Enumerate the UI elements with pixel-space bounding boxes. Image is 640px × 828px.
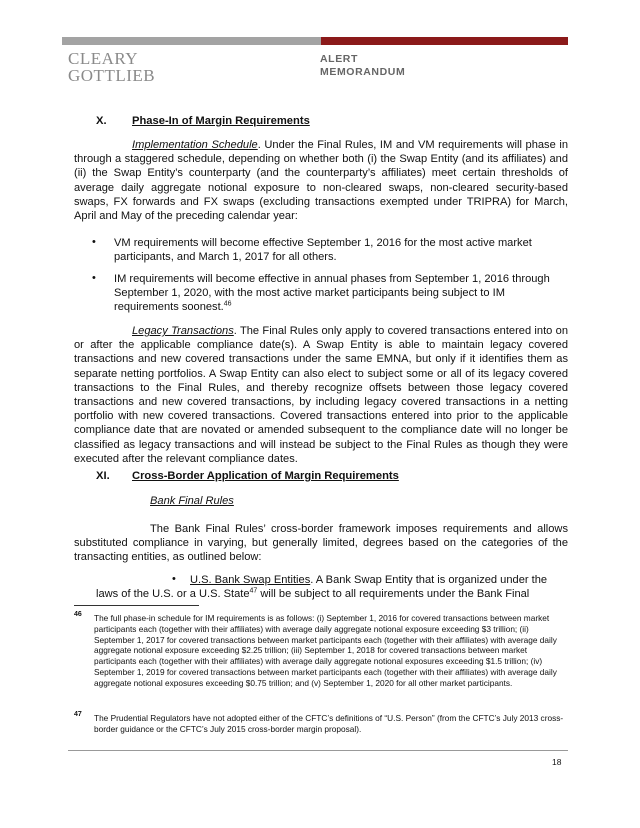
im-bullet-text: IM requirements will become effective in annual phases from September 1, 2016 through September 1, 2020, with the most active market participants being subject to IM requirements soonest. bbox=[114, 273, 550, 314]
us-bank-bullet-text-c: will be subject to all requirements under the Bank Final bbox=[257, 588, 530, 600]
bank-final-rules-subheading: Bank Final Rules bbox=[150, 495, 234, 507]
vm-bullet: VM requirements will become effective September 1, 2016 for the most active market participants, and March 1, 2017 for all others. bbox=[114, 237, 532, 264]
section-x-paragraph-2 bbox=[74, 324, 568, 466]
footnote-46-text: The full phase-in schedule for IM requirements is as follows: (i) September 1, 2016 for covered transactions between market participants each (together with their affiliates) with average daily aggregate notional exposure exceeding $3 trillion; (ii) September 1, 2017 for covered transactions between market participants each (together with their affiliates) with average daily aggregate notional exposure exceeding $2.25 trillion; (iii) September 1, 2018 for covered transactions between market participants each (together with their affiliates) with average daily aggregate notional exposures exceeding $1.5 trillion; (iv) September 1, 2019 for covered transactions between market participants each (together with their affiliates) with average daily aggregate notional exposures exceeding $0.75 trillion; and (v) September 1, 2020 for all other market participants. bbox=[94, 613, 557, 688]
footnote-47-number: 47 bbox=[74, 711, 82, 718]
footnote-46-number: 46 bbox=[74, 611, 82, 618]
section-xi-number: XI. bbox=[96, 470, 110, 482]
implementation-schedule-body: . Under the Final Rules, IM and VM requirements will phase in through a staggered schedule, depending on whether both (i) the Swap Entity (and its affiliates) and (ii) the Swap Entity’s counterparty (and the counterparty’s affiliates) meet certain thresholds of average daily aggregate notional exposure to non-cleared swaps, non-cleared security-based swaps, FX forwards and FX swaps (excluding transactions exempted under TRIPRA) for March, April and May of the preceding calendar year: bbox=[74, 139, 568, 223]
us-bank-bullet-text-b: laws of the U.S. or a U.S. State bbox=[96, 588, 250, 600]
footnote-ref-47: 47 bbox=[249, 587, 258, 595]
im-bullet bbox=[114, 272, 568, 315]
legacy-transactions-body: . The Final Rules only apply to covered transactions entered into on or after the applicable compliance date(s). A Swap Entity is able to maintain legacy covered transactions and new covered transactions under the same EMNA, but only if it identifies them as separate netting portfolios. A Swap Entity can also elect to subject some or all of its legacy covered transactions to the Final Rules, and thereby recognize offsets between those legacy covered transactions and new covered transactions, by including legacy covered transactions in a netting portfolio with new covered transactions. Covered transactions entered into prior to the applicable compliance date that are novated or amended subsequent to the compliance date will no longer be classified as legacy transactions and will instead be subject to the Final Rules as though they were executed after the relevant compliance dates. bbox=[74, 325, 568, 465]
footnote-47-text: The Prudential Regulators have not adopted either of the CFTC’s definitions of “U.S. Person” (from the CFTC’s July 2013 cross-border guidance or the CFTC’s July 2015 cross-border margin proposal). bbox=[94, 713, 564, 734]
alert-line-2: MEMORANDUM bbox=[320, 66, 406, 78]
us-bank-bullet-line-2 bbox=[96, 587, 568, 601]
alert-line-1: ALERT bbox=[320, 53, 358, 65]
section-x-paragraph-1 bbox=[74, 138, 568, 223]
header-bar-gray bbox=[62, 37, 321, 45]
section-xi-paragraph-1: The Bank Final Rules’ cross-border framework imposes requirements and allows substituted compliance in varying, but generally limited, degrees based on the categories of the transacting entities, as outlined below: bbox=[74, 523, 568, 564]
implementation-schedule-lead: Implementation Schedule bbox=[132, 139, 258, 151]
logo-line-2: GOTTLIEB bbox=[68, 66, 156, 85]
us-bank-bullet-line-1 bbox=[190, 573, 568, 587]
us-bank-swap-entities-lead: U.S. Bank Swap Entities bbox=[190, 574, 311, 586]
section-xi-title: Cross-Border Application of Margin Requirements bbox=[132, 470, 399, 482]
section-x-number: X. bbox=[96, 115, 107, 127]
bullet-dot: • bbox=[92, 236, 96, 248]
logo-line-1: CLEARY bbox=[68, 49, 139, 68]
footer-rule bbox=[68, 750, 568, 751]
bullet-dot: • bbox=[172, 573, 176, 585]
legacy-transactions-lead: Legacy Transactions bbox=[132, 325, 234, 337]
us-bank-bullet-text-a: . A Bank Swap Entity that is organized under the bbox=[310, 574, 548, 586]
section-x-title: Phase-In of Margin Requirements bbox=[132, 115, 310, 127]
header-bar-red bbox=[321, 37, 568, 45]
footnote-separator bbox=[74, 605, 199, 606]
alert-memorandum-label bbox=[320, 53, 405, 79]
footnote-ref-46: 46 bbox=[223, 300, 232, 308]
firm-logo bbox=[68, 50, 155, 84]
bullet-dot: • bbox=[92, 272, 96, 284]
page-number: 18 bbox=[552, 757, 562, 767]
